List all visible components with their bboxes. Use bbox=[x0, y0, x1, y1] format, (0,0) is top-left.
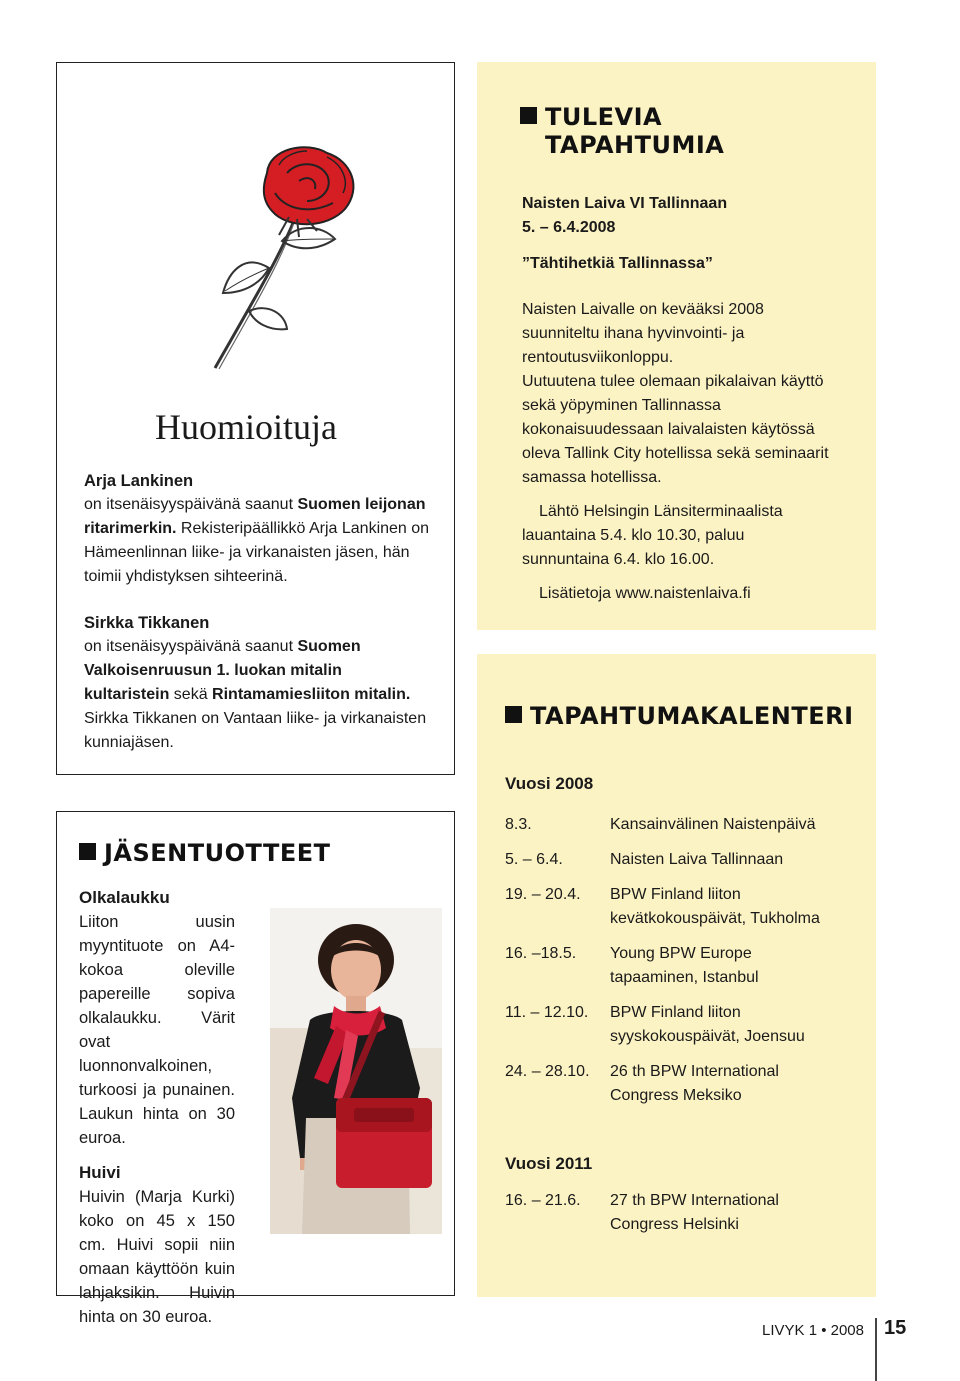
event-subtitle: ”Tähtihetkiä Tallinnassa” bbox=[522, 255, 713, 272]
page-number: 15 bbox=[884, 1317, 907, 1339]
footer bbox=[700, 1314, 920, 1381]
honor-entry-2 bbox=[84, 611, 430, 755]
event-dates: 5. – 6.4.2008 bbox=[522, 219, 616, 236]
calendar-heading: TAPAHTUMAKALENTERI bbox=[505, 702, 854, 730]
honor-name-2: Sirkka Tikkanen bbox=[84, 614, 210, 632]
honor-text-1: on itsenäisyyspäivänä saanut Suomen leijonan ritarimerkin. Rekisteripäällikkö Arja Lankinen on Hämeenlinnan liike- ja virkanaisten jäsen, hän toimii yhdistyksen sihteerinä. bbox=[84, 496, 430, 585]
calendar-year-2008: Vuosi 2008 bbox=[505, 774, 594, 793]
honor-text-2: on itsenäisyyspäivänä saanut Suomen Valkoisenruusun 1. luokan mitalin kultaristein sekä Rintamamiesliiton mitalin. Sirkka Tikkanen on Vantaan liike- ja virkanaisten kunniajäsen. bbox=[84, 638, 427, 751]
product-2-title: Huivi bbox=[79, 1163, 121, 1182]
footer-magazine: LIVYK 1 • 2008 bbox=[762, 1322, 864, 1339]
honors-title: Huomioituja bbox=[155, 407, 337, 447]
product-1-text: Liiton uusin myyntituote on A4-kokoa oleville papereille sopiva olkalaukku. Värit ovat luonnonvalkoinen, turkoosi ja punainen. Laukun hinta on 30 euroa. bbox=[79, 913, 235, 1147]
event-paragraph-1: Naisten Laivalle on kevääksi 2008 suunniteltu ihana hyvinvointi- ja rentoutusviikonloppu. bbox=[522, 301, 764, 366]
upcoming-events-box bbox=[477, 62, 876, 630]
product-2-text: Huivin (Marja Kurki) koko on 45 x 150 cm. Huivi sopii niin omaan käyttöön kuin lahjaksikin. Huivin hinta on 30 euroa. bbox=[79, 1188, 235, 1326]
upcoming-heading-line2: TAPAHTUMIA bbox=[545, 131, 725, 159]
product-1-title: Olkalaukku bbox=[79, 888, 170, 907]
event-paragraph-2: Uutuutena tulee olemaan pikalaivan käyttö sekä yöpyminen Tallinnassa kokonaisuudessaan laivalaisten käytössä oleva Tallink City hotellissa sekä seminaarit samassa hotellissa. bbox=[522, 373, 829, 486]
upcoming-heading-line1: TULEVIA bbox=[545, 103, 663, 131]
upcoming-heading bbox=[520, 103, 724, 159]
event-more-info: Lisätietoja www.naistenlaiva.fi bbox=[539, 585, 751, 602]
footer-divider bbox=[875, 1318, 877, 1381]
calendar-year-2011: Vuosi 2011 bbox=[505, 1154, 593, 1173]
calendar-box bbox=[477, 654, 876, 1297]
products-heading: JÄSENTUOTTEET bbox=[79, 839, 330, 867]
products-box bbox=[56, 811, 455, 1326]
honor-name-1: Arja Lankinen bbox=[84, 472, 194, 490]
heading-square-icon bbox=[520, 107, 537, 124]
event-title: Naisten Laiva VI Tallinnaan bbox=[522, 195, 728, 212]
calendar-list-2008: 8.3. Kansainvälinen Naistenpäivä 5. – 6.4. Naisten Laiva Tallinnaan 19. – 20.4. BPW Finland liiton kevätkokouspäivät, Tukholma 16. –18.5. Young BPW Europe tapaaminen, Istanbul 11. – 12.10. BPW Finland liiton syyskokouspäivät, Joensuu 24. – 28.10. 26 th BPW International Congress Meksiko Vuosi 2011 16. – 21.6. 27 th BPW International Congress Helsinki bbox=[505, 816, 820, 1233]
event-paragraph-3: Lähtö Helsingin Länsiterminaalista lauantaina 5.4. klo 10.30, paluu sunnuntaina 6.4. klo 16.00. bbox=[522, 503, 783, 568]
rose-illustration bbox=[157, 143, 387, 383]
honor-entry-1 bbox=[84, 469, 430, 589]
product-photo bbox=[270, 908, 442, 1234]
heading-square-icon bbox=[79, 843, 96, 860]
honors-box bbox=[56, 62, 455, 775]
